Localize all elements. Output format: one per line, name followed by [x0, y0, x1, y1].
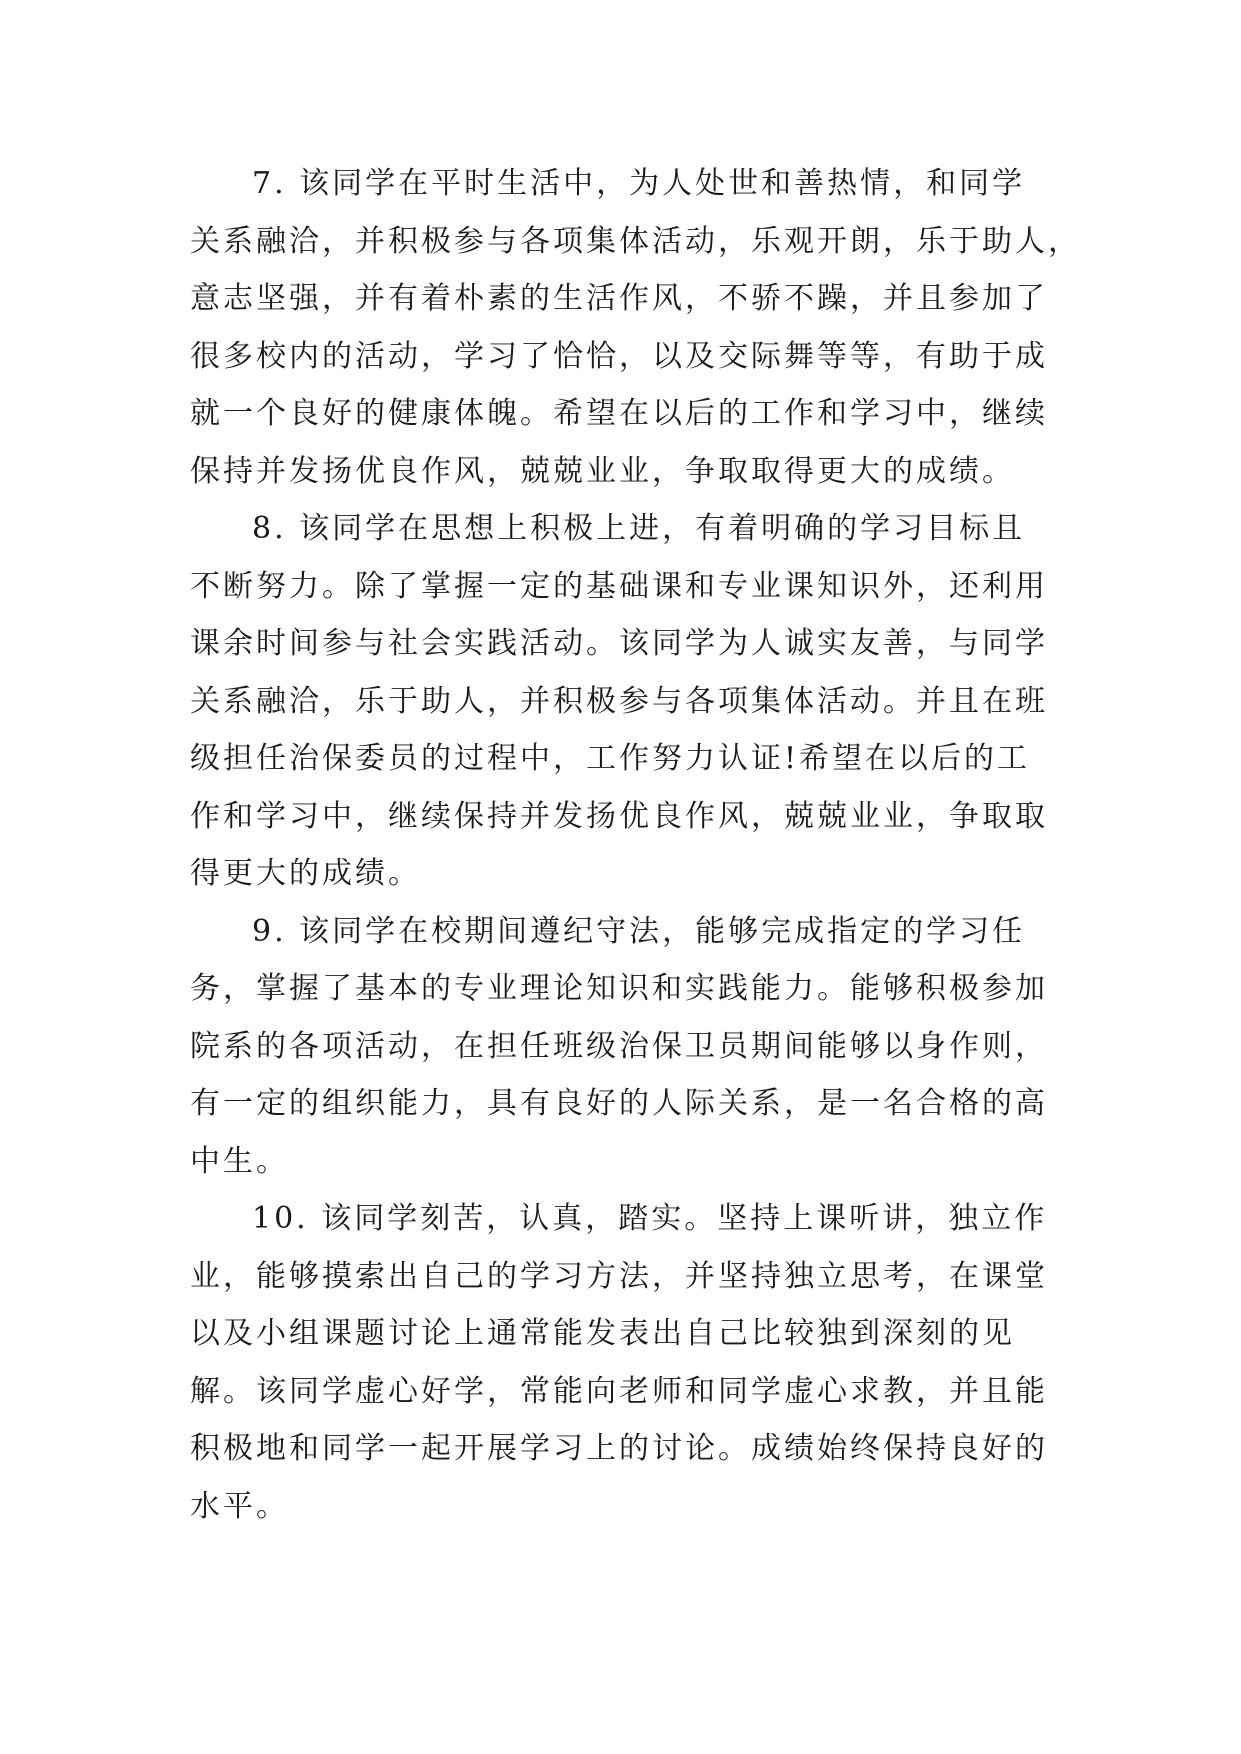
- paragraph-10: [190, 1190, 1060, 1535]
- text-line: 关系融洽，乐于助人，并积极参与各项集体活动。并且在班: [190, 683, 1048, 719]
- text-line: 关系融洽，并积极参与各项集体活动，乐观开朗，乐于助人，: [190, 223, 1081, 259]
- text-line: 就一个良好的健康体魄。希望在以后的工作和学习中，继续: [190, 396, 1048, 431]
- paragraph-8: [190, 500, 1060, 903]
- text-line: 9. 该同学在校期间遵纪守法，能够完成指定的学习任: [252, 913, 1026, 949]
- text-line: 8. 该同学在思想上积极上进，有着明确的学习目标且: [252, 511, 1026, 546]
- text-line: 不断努力。除了掌握一定的基础课和专业课知识外，还利用: [190, 568, 1048, 604]
- document-body: [190, 155, 1081, 1535]
- text-line: 中生。: [190, 1143, 289, 1179]
- text-line: 课余时间参与社会实践活动。该同学为人诚实友善，与同学: [190, 626, 1048, 661]
- text-line: 水平。: [190, 1488, 289, 1524]
- text-line: 级担任治保委员的过程中，工作努力认证!希望在以后的工: [190, 741, 1031, 776]
- paragraph-9: [190, 903, 1060, 1191]
- paragraph-7: [190, 155, 1081, 500]
- text-line: 作和学习中，继续保持并发扬优良作风，兢兢业业，争取取: [190, 798, 1048, 834]
- text-line: 得更大的成绩。: [190, 856, 421, 891]
- text-line: 积极地和同学一起开展学习上的讨论。成绩始终保持良好的: [190, 1431, 1048, 1466]
- text-line: 务，掌握了基本的专业理论知识和实践能力。能够积极参加: [190, 971, 1048, 1006]
- text-line: 有一定的组织能力，具有良好的人际关系，是一名合格的高: [190, 1086, 1048, 1121]
- text-line: 解。该同学虚心好学，常能向老师和同学虚心求教，并且能: [190, 1373, 1048, 1409]
- text-line: 很多校内的活动，学习了恰恰，以及交际舞等等，有助于成: [190, 338, 1048, 374]
- text-line: 业，能够摸索出自己的学习方法，并坚持独立思考，在课堂: [190, 1258, 1048, 1294]
- text-line: 意志坚强，并有着朴素的生活作风，不骄不躁，并且参加了: [190, 281, 1048, 316]
- text-line: 以及小组课题讨论上通常能发表出自己比较独到深刻的见: [190, 1316, 1015, 1351]
- text-line: 7. 该同学在平时生活中，为人处世和善热情，和同学: [252, 166, 1026, 201]
- text-line: 保持并发扬优良作风，兢兢业业，争取取得更大的成绩。: [190, 453, 1015, 489]
- text-line: 10. 该同学刻苦，认真，踏实。坚持上课听讲，独立作: [252, 1201, 1048, 1236]
- text-line: 院系的各项活动，在担任班级治保卫员期间能够以身作则，: [190, 1028, 1048, 1064]
